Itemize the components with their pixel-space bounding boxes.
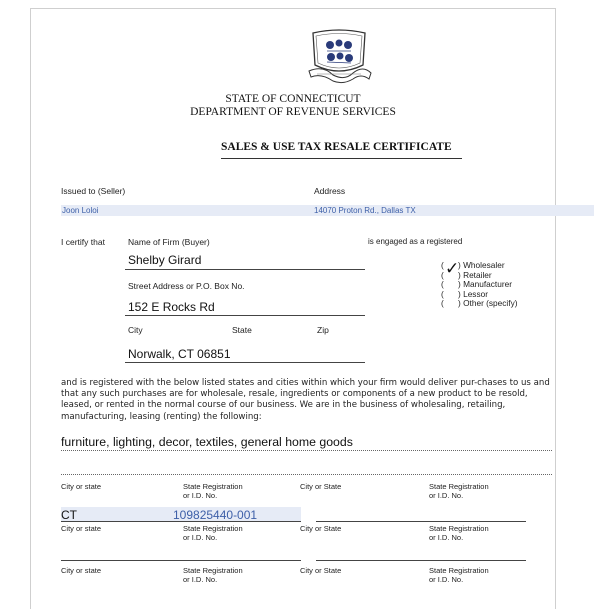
reg-label-2: State Registration or I.D. No. [429, 482, 489, 500]
city-state-zip-field[interactable]: Norwalk, CT 06851 [128, 347, 231, 361]
registration-type-list [441, 258, 518, 309]
certification-statement: and is registered with the below listed states and cities within which your firm would deliver pur-chases to us and that any such purchases are for wholesale, resale, ingredients or components of a new product to be resold, leased, or rented in the normal course of our business. We are in the business of wholesaling, retailing, manufacturing, leasing (renting) the following: [61, 378, 550, 422]
reg-label-3: State Registration or I.D. No. [183, 524, 243, 542]
reg-row1-underline-right [316, 521, 526, 522]
business-goods-field[interactable]: furniture, lighting, decor, textiles, general home goods [61, 435, 353, 449]
reg-row1-underline-left [61, 521, 301, 522]
city-state-label-6: City or State [300, 566, 342, 575]
reg-row2-underline-right [316, 560, 526, 561]
engaged-label: is engaged as a registered [368, 237, 463, 246]
street-field[interactable]: 152 E Rocks Rd [128, 300, 215, 314]
registration-type-manufacturer[interactable]: ( ) Manufacturer [441, 279, 512, 290]
connecticut-seal-icon [303, 29, 375, 85]
resale-certificate-form [30, 8, 556, 609]
issued-to-label: Issued to (Seller) [61, 186, 126, 196]
seller-name-field[interactable]: Joon Loloi [62, 206, 99, 215]
address-label: Address [314, 186, 346, 196]
city-underline [125, 362, 365, 363]
city-label: City [128, 325, 143, 335]
certify-label: I certify that [61, 237, 105, 247]
business-goods-underline [61, 450, 552, 451]
firm-name-field[interactable]: Shelby Girard [128, 253, 202, 267]
state-label: State [232, 325, 252, 335]
form-title: SALES & USE TAX RESALE CERTIFICATE [221, 141, 452, 153]
reg-label-1: State Registration or I.D. No. [183, 482, 243, 500]
firm-name-label: Name of Firm (Buyer) [128, 237, 210, 247]
second-dotted-line [61, 474, 552, 475]
checkmark-icon: ✓ [445, 258, 460, 279]
city-state-label-2: City or State [300, 482, 342, 491]
city-state-label-4: City or State [300, 524, 342, 533]
firm-name-underline [125, 269, 365, 270]
state-heading: STATE OF CONNECTICUT [225, 93, 361, 105]
registration-type-wholesaler[interactable]: ( ) Wholesaler [441, 260, 505, 270]
reg-label-5: State Registration or I.D. No. [183, 566, 243, 584]
registration-type-lessor[interactable]: ( ) Lessor [441, 288, 488, 299]
street-label: Street Address or P.O. Box No. [128, 281, 245, 291]
seller-address-field[interactable]: 14070 Proton Rd., Dallas TX [314, 206, 416, 215]
zip-label: Zip [317, 325, 329, 335]
state-field-1[interactable]: CT [61, 508, 77, 522]
city-state-label-5: City or state [61, 566, 102, 575]
title-underline [221, 158, 462, 159]
street-underline [125, 315, 365, 316]
registration-type-other[interactable]: ( ) Other (specify) [441, 298, 518, 309]
city-state-label-3: City or state [61, 524, 102, 533]
reg-row2-underline-left [61, 560, 301, 561]
reg-number-field-1[interactable]: 109825440-001 [173, 508, 258, 522]
city-state-label-1: City or state [61, 482, 102, 491]
department-heading: DEPARTMENT OF REVENUE SERVICES [190, 106, 396, 118]
reg-label-6: State Registration or I.D. No. [429, 566, 489, 584]
registration-type-retailer[interactable]: ( ) Retailer ✓ [441, 258, 492, 280]
reg-label-4: State Registration or I.D. No. [429, 524, 489, 542]
